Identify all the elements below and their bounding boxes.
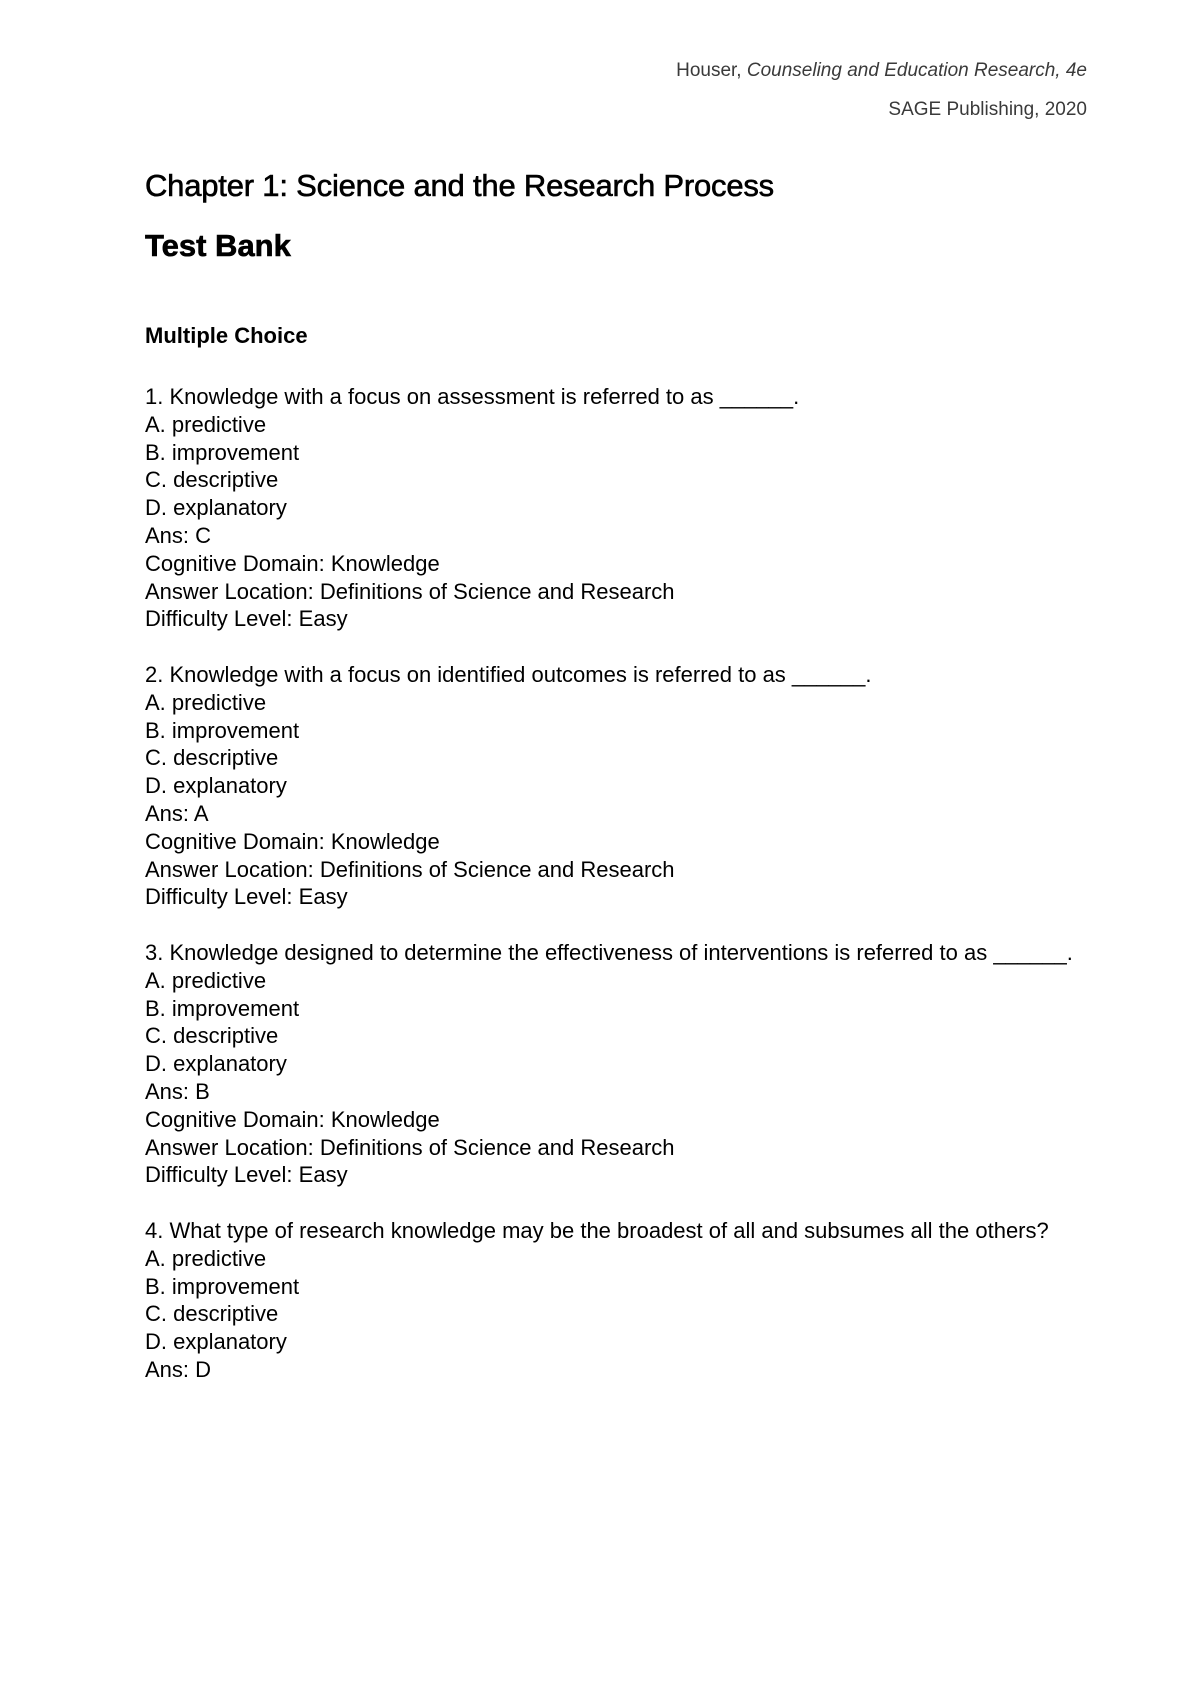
answer-option: C. descriptive xyxy=(145,1023,279,1049)
answer-location: Answer Location: Definitions of Science and Research xyxy=(145,578,675,604)
question-stem: 4. What type of research knowledge may be the broadest of all and subsumes all the others? xyxy=(145,1217,1049,1243)
answer-key: Ans: C xyxy=(145,522,212,548)
question-item xyxy=(145,1217,1090,1384)
answer-option: C. descriptive xyxy=(145,745,279,771)
question-item xyxy=(145,939,1090,1189)
answer-option: D. explanatory xyxy=(145,495,287,521)
difficulty-level: Difficulty Level: Easy xyxy=(145,1162,348,1188)
cognitive-domain: Cognitive Domain: Knowledge xyxy=(145,1106,440,1132)
header-publisher: SAGE Publishing, 2020 xyxy=(888,99,1087,120)
answer-option: A. predictive xyxy=(145,689,267,715)
page-subtitle: Test Bank xyxy=(145,228,291,263)
question-item xyxy=(145,661,1090,911)
answer-option: D. explanatory xyxy=(145,1329,287,1355)
answer-option: A. predictive xyxy=(145,411,267,437)
header-citation xyxy=(676,60,1087,82)
answer-key: Ans: B xyxy=(145,1078,210,1104)
question-stem: 2. Knowledge with a focus on identified outcomes is referred to as ______. xyxy=(145,661,872,687)
question-stem: 1. Knowledge with a focus on assessment is referred to as ______. xyxy=(145,384,800,409)
answer-option: C. descriptive xyxy=(145,1301,279,1327)
answer-option: C. descriptive xyxy=(145,467,279,493)
question-item xyxy=(145,383,1090,633)
answer-option: B. improvement xyxy=(145,1273,300,1299)
answer-option: B. improvement xyxy=(145,439,300,465)
question-stem: 3. Knowledge designed to determine the effectiveness of interventions is referred to as ______. xyxy=(145,939,1073,965)
answer-key: Ans: D xyxy=(145,1356,212,1382)
difficulty-level: Difficulty Level: Easy xyxy=(145,884,348,910)
answer-location: Answer Location: Definitions of Science and Research xyxy=(145,1134,675,1160)
answer-option: D. explanatory xyxy=(145,773,287,799)
answer-option: B. improvement xyxy=(145,995,300,1021)
difficulty-level: Difficulty Level: Easy xyxy=(145,606,348,632)
cognitive-domain: Cognitive Domain: Knowledge xyxy=(145,828,440,854)
header-book-title: Counseling and Education Research, 4e xyxy=(746,60,1087,81)
answer-key: Ans: A xyxy=(145,800,209,826)
answer-option: A. predictive xyxy=(145,967,267,993)
cognitive-domain: Cognitive Domain: Knowledge xyxy=(145,550,440,576)
question-list xyxy=(145,383,1090,1411)
answer-option: A. predictive xyxy=(145,1245,267,1271)
chapter-title: Chapter 1: Science and the Research Process xyxy=(145,168,774,203)
header-author: Houser, xyxy=(676,60,747,81)
answer-location: Answer Location: Definitions of Science and Research xyxy=(145,856,675,882)
section-heading: Multiple Choice xyxy=(145,323,308,348)
answer-option: D. explanatory xyxy=(145,1051,287,1077)
answer-option: B. improvement xyxy=(145,717,300,743)
